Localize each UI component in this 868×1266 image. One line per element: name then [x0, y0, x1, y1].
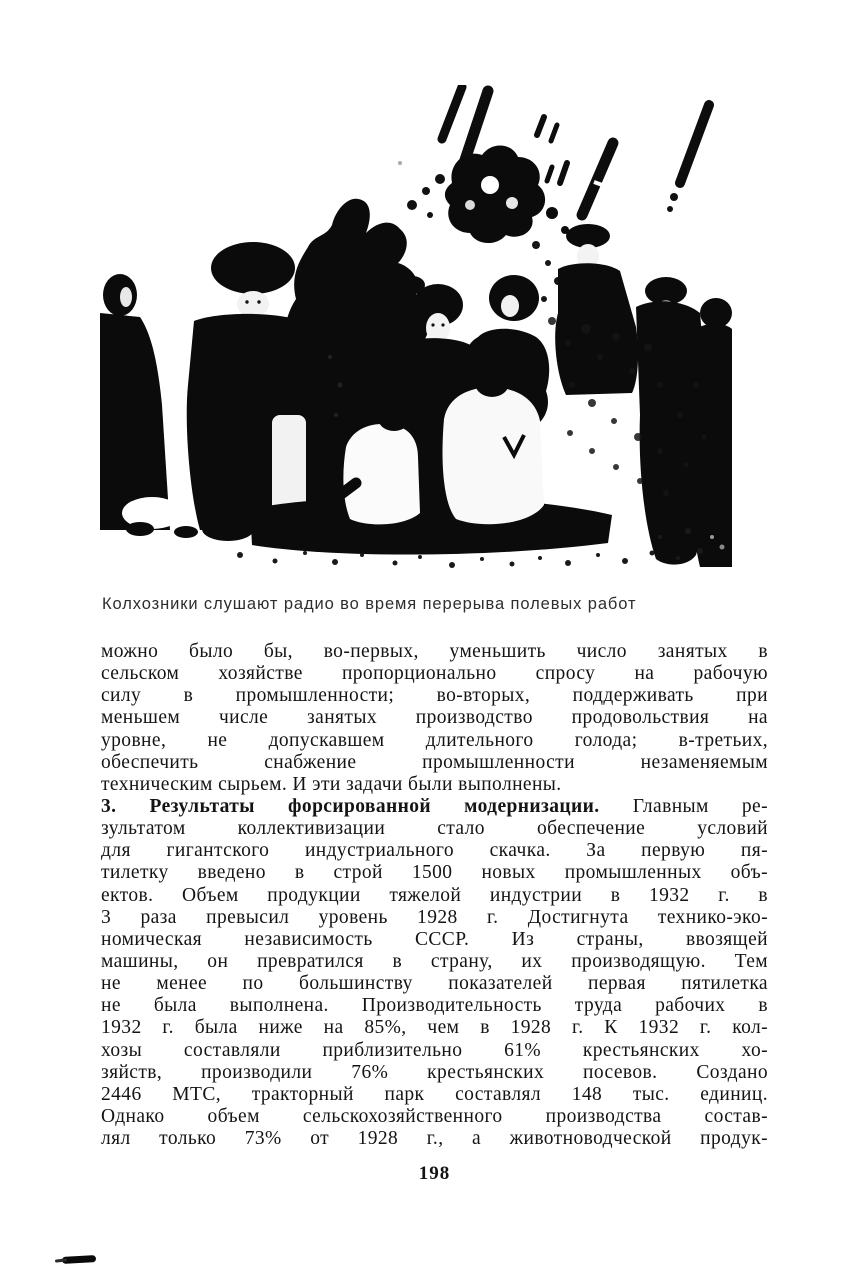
body-text-line: можно было бы, во-первых, уменьшить число занятых в — [101, 641, 768, 662]
body-text-line: уровне, не допускавшем длительного голода; в-третьих, — [101, 729, 768, 751]
body-text-line: 3 раза превысил уровень 1928 г. Достигнута технико-эко- — [101, 906, 768, 928]
body-text-line: Однако объем сельскохозяйственного производства состав- — [101, 1105, 768, 1127]
section-heading: 3. Результаты форсированной модернизации. — [101, 795, 600, 817]
body-text-line: 3. Результаты форсированной модернизации. Главным ре- — [101, 795, 768, 817]
photo — [100, 85, 732, 572]
body-text-line: лял только 73% от 1928 г., а животноводческой продук- — [101, 1128, 768, 1150]
page-number: 198 — [418, 1163, 451, 1184]
body-text-line: 2446 МТС, тракторный парк составлял 148 тыс. единиц. — [101, 1083, 768, 1105]
body-text-line: меньшем числе занятых производство продовольствия на — [101, 707, 768, 729]
body-text — [101, 641, 768, 1150]
body-text-line: тилетку введено в строй 1500 новых промышленных объ- — [101, 862, 768, 884]
body-text-line: для гигантского индустриального скачка. За первую пя- — [101, 840, 768, 862]
photo-illustration — [100, 85, 732, 572]
body-text-line: не менее по большинству показателей первая пятилетка — [101, 973, 768, 995]
body-text-line: машины, он превратился в страну, их производящую. Тем — [101, 950, 768, 972]
photo-figures-right — [636, 277, 732, 567]
body-text-line: не была выполнена. Производительность труда рабочих в — [101, 995, 768, 1017]
body-text-line: зультатом коллективизации стало обеспечение условий — [101, 818, 768, 840]
body-text-line: сельском хозяйстве пропорционально спросу на рабочую — [101, 663, 768, 685]
body-text-line: зяйств, производили 76% крестьянских посевов. Создано — [101, 1061, 768, 1083]
photo-caption: Колхозники слушают радио во время перерыва полевых работ — [102, 595, 637, 613]
body-text-line: хозы составляли приблизительно 61% крестьянских хо- — [101, 1039, 768, 1061]
body-text-line: 1932 г. была ниже на 85%, чем в 1928 г. К 1932 г. кол- — [101, 1017, 768, 1039]
body-text-line: номическая независимость СССР. Из страны, ввозящей — [101, 928, 768, 950]
body-text-line: силу в промышленности; во-вторых, поддерживать при — [101, 685, 768, 707]
body-text-line: ектов. Объем продукции тяжелой индустрии в 1932 г. в — [101, 884, 768, 906]
body-text-line: техническим сырьем. И эти задачи были выполнены. — [101, 773, 562, 795]
body-text-line: обеспечить снабжение промышленности незаменяемым — [101, 751, 768, 773]
